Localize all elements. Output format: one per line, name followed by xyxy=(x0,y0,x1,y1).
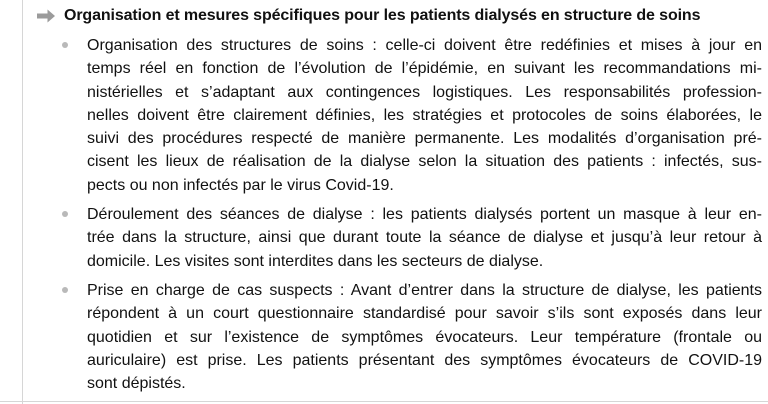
section-heading: Organisation et mesures spécifiques pour les patients dialysés en structure de soins xyxy=(64,7,701,24)
list-item-cas-suspects xyxy=(62,279,762,395)
text-line: pects ou non infectés par le virus Covid-19. xyxy=(87,176,394,194)
bullet-icon xyxy=(62,287,68,293)
bullet-icon xyxy=(62,211,68,217)
section-heading-row xyxy=(34,5,764,27)
text-line: Organisation des structures de soins : celle-ci doivent être redéfinies et mises à jour en xyxy=(87,37,762,54)
item-text xyxy=(87,203,762,273)
text-line: domicile. Les visites sont interdites dans les secteurs de dialyse. xyxy=(87,252,544,270)
bullet-icon xyxy=(62,42,68,48)
text-line: auriculaire) est prise. Les patients présentant des symptômes évocateurs de COVID-19 xyxy=(87,351,762,369)
text-line: Prise en charge de cas suspects : Avant d’entrer dans la structure de dialyse, les patients xyxy=(87,281,762,299)
left-margin-rule xyxy=(22,0,23,404)
text-line: suivi des procédures respecté de manière permanente. Les modalités d’organisation pré- xyxy=(87,130,762,148)
text-line: sont dépistés. xyxy=(87,375,186,393)
text-line: temps réel en fonction de l’évolution de l’épidémie, en suivant les recommandations mi- xyxy=(87,60,762,78)
item-text xyxy=(87,34,762,197)
list-item-organisation xyxy=(62,34,762,197)
text-line: quotidien et sur l’existence de symptômes évocateurs. Leur température (frontale ou xyxy=(87,328,762,346)
item-text xyxy=(87,279,762,395)
list-item-deroulement xyxy=(62,203,762,273)
text-line: nelles doivent être clairement définies, les stratégies et protocoles de soins élaborées, le xyxy=(87,106,762,124)
bullet-list xyxy=(62,34,762,401)
text-line: Déroulement des séances de dialyse : les patients dialysés portent un masque à leur en- xyxy=(87,206,762,224)
right-arrow-icon xyxy=(34,5,58,27)
text-line: cisent les lieux de réalisation de la dialyse selon la situation des patients : infectés, sus- xyxy=(87,153,762,171)
text-line: trée dans la structure, ainsi que durant toute la séance de dialyse et jusqu’à leur retour à xyxy=(87,229,762,247)
text-line: répondent à un court questionnaire standardisé pour savoir s’ils sont exposés dans leur xyxy=(87,305,762,323)
text-line: nistérielles et s’adaptant aux contingences logistiques. Les responsabilités profession- xyxy=(87,83,762,101)
